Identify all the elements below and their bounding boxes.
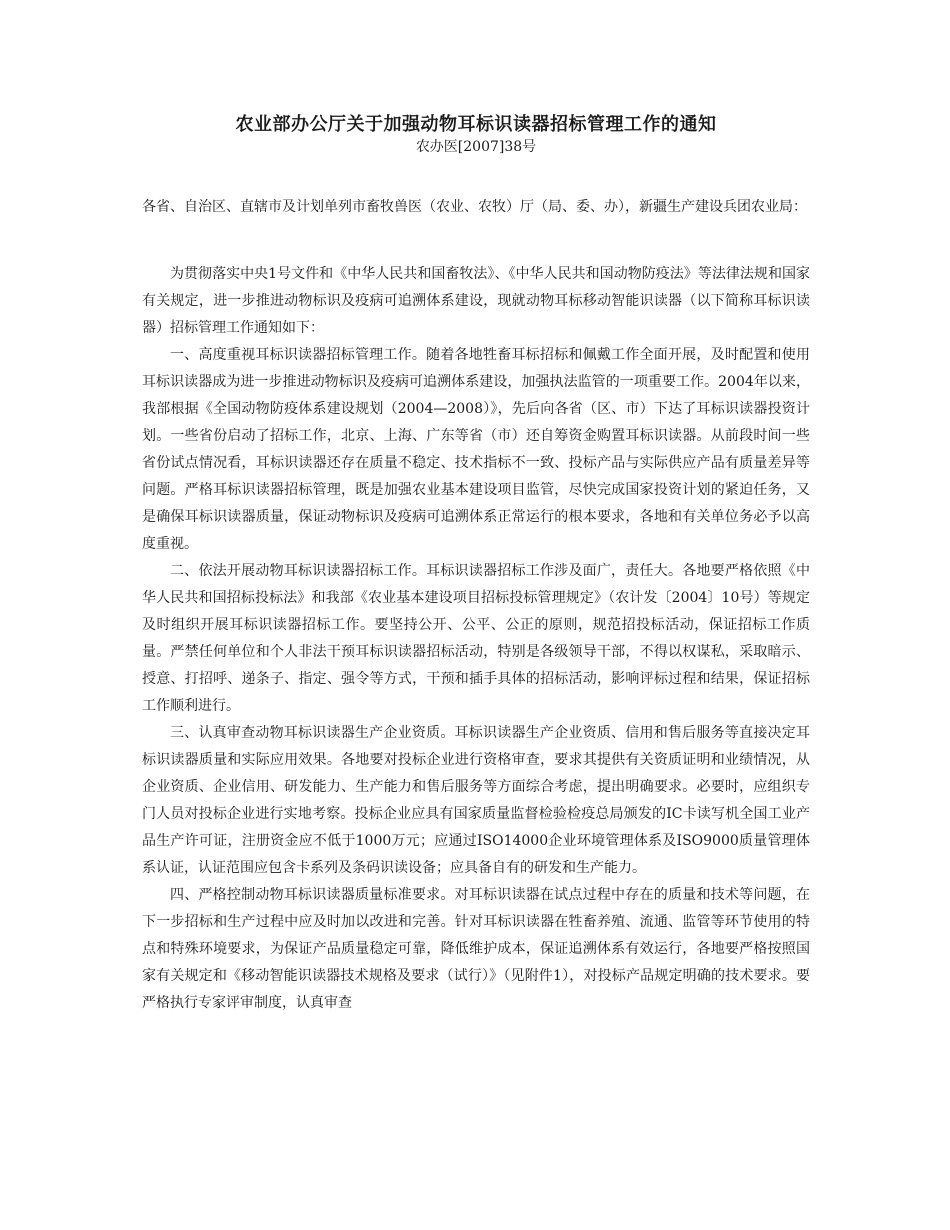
document-number: 农办医[2007]38号 xyxy=(415,139,537,155)
section-2-paragraph: 二、依法开展动物耳标识读器招标工作。耳标识读器招标工作涉及面广，责任大。各地要严格依照《中华人民共和国招标投标法》和我部《农业基本建设项目招标投标管理规定》（农计发〔2004〕10号）等规定及时组织开展耳标识读器招标工作。要坚持公开、公平、公正的原则，规范招投标活动，保证招标工作质量。严禁任何单位和个人非法干预耳标识读器招标活动，特别是各级领导干部，不得以权谋私，采取暗示、授意、打招呼、递条子、指定、强令等方式，干预和插手具体的招标活动，影响评标过程和结果，保证招标工作顺利进行。 xyxy=(142,563,810,714)
section-4-paragraph: 四、严格控制动物耳标识读器质量标准要求。对耳标识读器在试点过程中存在的质量和技术等问题，在下一步招标和生产过程中应及时加以改进和完善。针对耳标识读器在牲畜养殖、流通、监管等环节使用的特点和特殊环境要求，为保证产品质量稳定可靠，降低维护成本，保证追溯体系有效运行，各地要严格按照国家有关规定和《移动智能识读器技术规格及要求（试行）》（见附件1），对投标产品规定明确的技术要求。要严格执行专家评审制度，认真审查 xyxy=(142,887,810,1011)
intro-paragraph: 为贯彻落实中央1号文件和《中华人民共和国畜牧法》、《中华人民共和国动物防疫法》等法律法规和国家有关规定，进一步推进动物标识及疫病可追溯体系建设，现就动物耳标移动智能识读器（以下简称耳标识读器）招标管理工作通知如下： xyxy=(142,266,810,336)
section-3-paragraph: 三、认真审查动物耳标识读器生产企业资质。耳标识读器生产企业资质、信用和售后服务等直接决定耳标识读器质量和实际应用效果。各地要对投标企业进行资格审查，要求其提供有关资质证明和业绩情况，从企业资质、企业信用、研发能力、生产能力和售后服务等方面综合考虑，提出明确要求。必要时，应组织专门人员对投标企业进行实地考察。投标企业应具有国家质量监督检验检疫总局颁发的IC卡读写机全国工业产品生产许可证，注册资金应不低于1000万元；应通过ISO14000企业环境管理体系及ISO9000质量管理体系认证，认证范围应包含卡系列及条码识读设备；应具备自有的研发和生产能力。 xyxy=(142,725,810,876)
salutation: 各省、自治区、直辖市及计划单列市畜牧兽医（农业、农牧）厅（局、委、办），新疆生产建设兵团农业局： xyxy=(142,199,807,215)
section-1-paragraph: 一、高度重视耳标识读器招标管理工作。随着各地牲畜耳标招标和佩戴工作全面开展，及时配置和使用耳标识读器成为进一步推进动物标识及疫病可追溯体系建设，加强执法监管的一项重要工作。2004年以来，我部根据《全国动物防疫体系建设规划（2004—2008）》，先后向各省（区、市）下达了耳标识读器投资计划。一些省份启动了招标工作，北京、上海、广东等省（市）还自筹资金购置耳标识读器。从前段时间一些省份试点情况看，耳标识读器还存在质量不稳定、技术指标不一致、投标产品与实际供应产品有质量差异等问题。严格耳标识读器招标管理，既是加强农业基本建设项目监管，尽快完成国家投资计划的紧迫任务，又是确保耳标识读器质量，保证动物标识及疫病可追溯体系正常运行的根本要求，各地和有关单位务必予以高度重视。 xyxy=(142,347,810,552)
document-page xyxy=(142,112,810,1017)
document-title: 农业部办公厅关于加强动物耳标识读器招标管理工作的通知 xyxy=(235,114,717,135)
